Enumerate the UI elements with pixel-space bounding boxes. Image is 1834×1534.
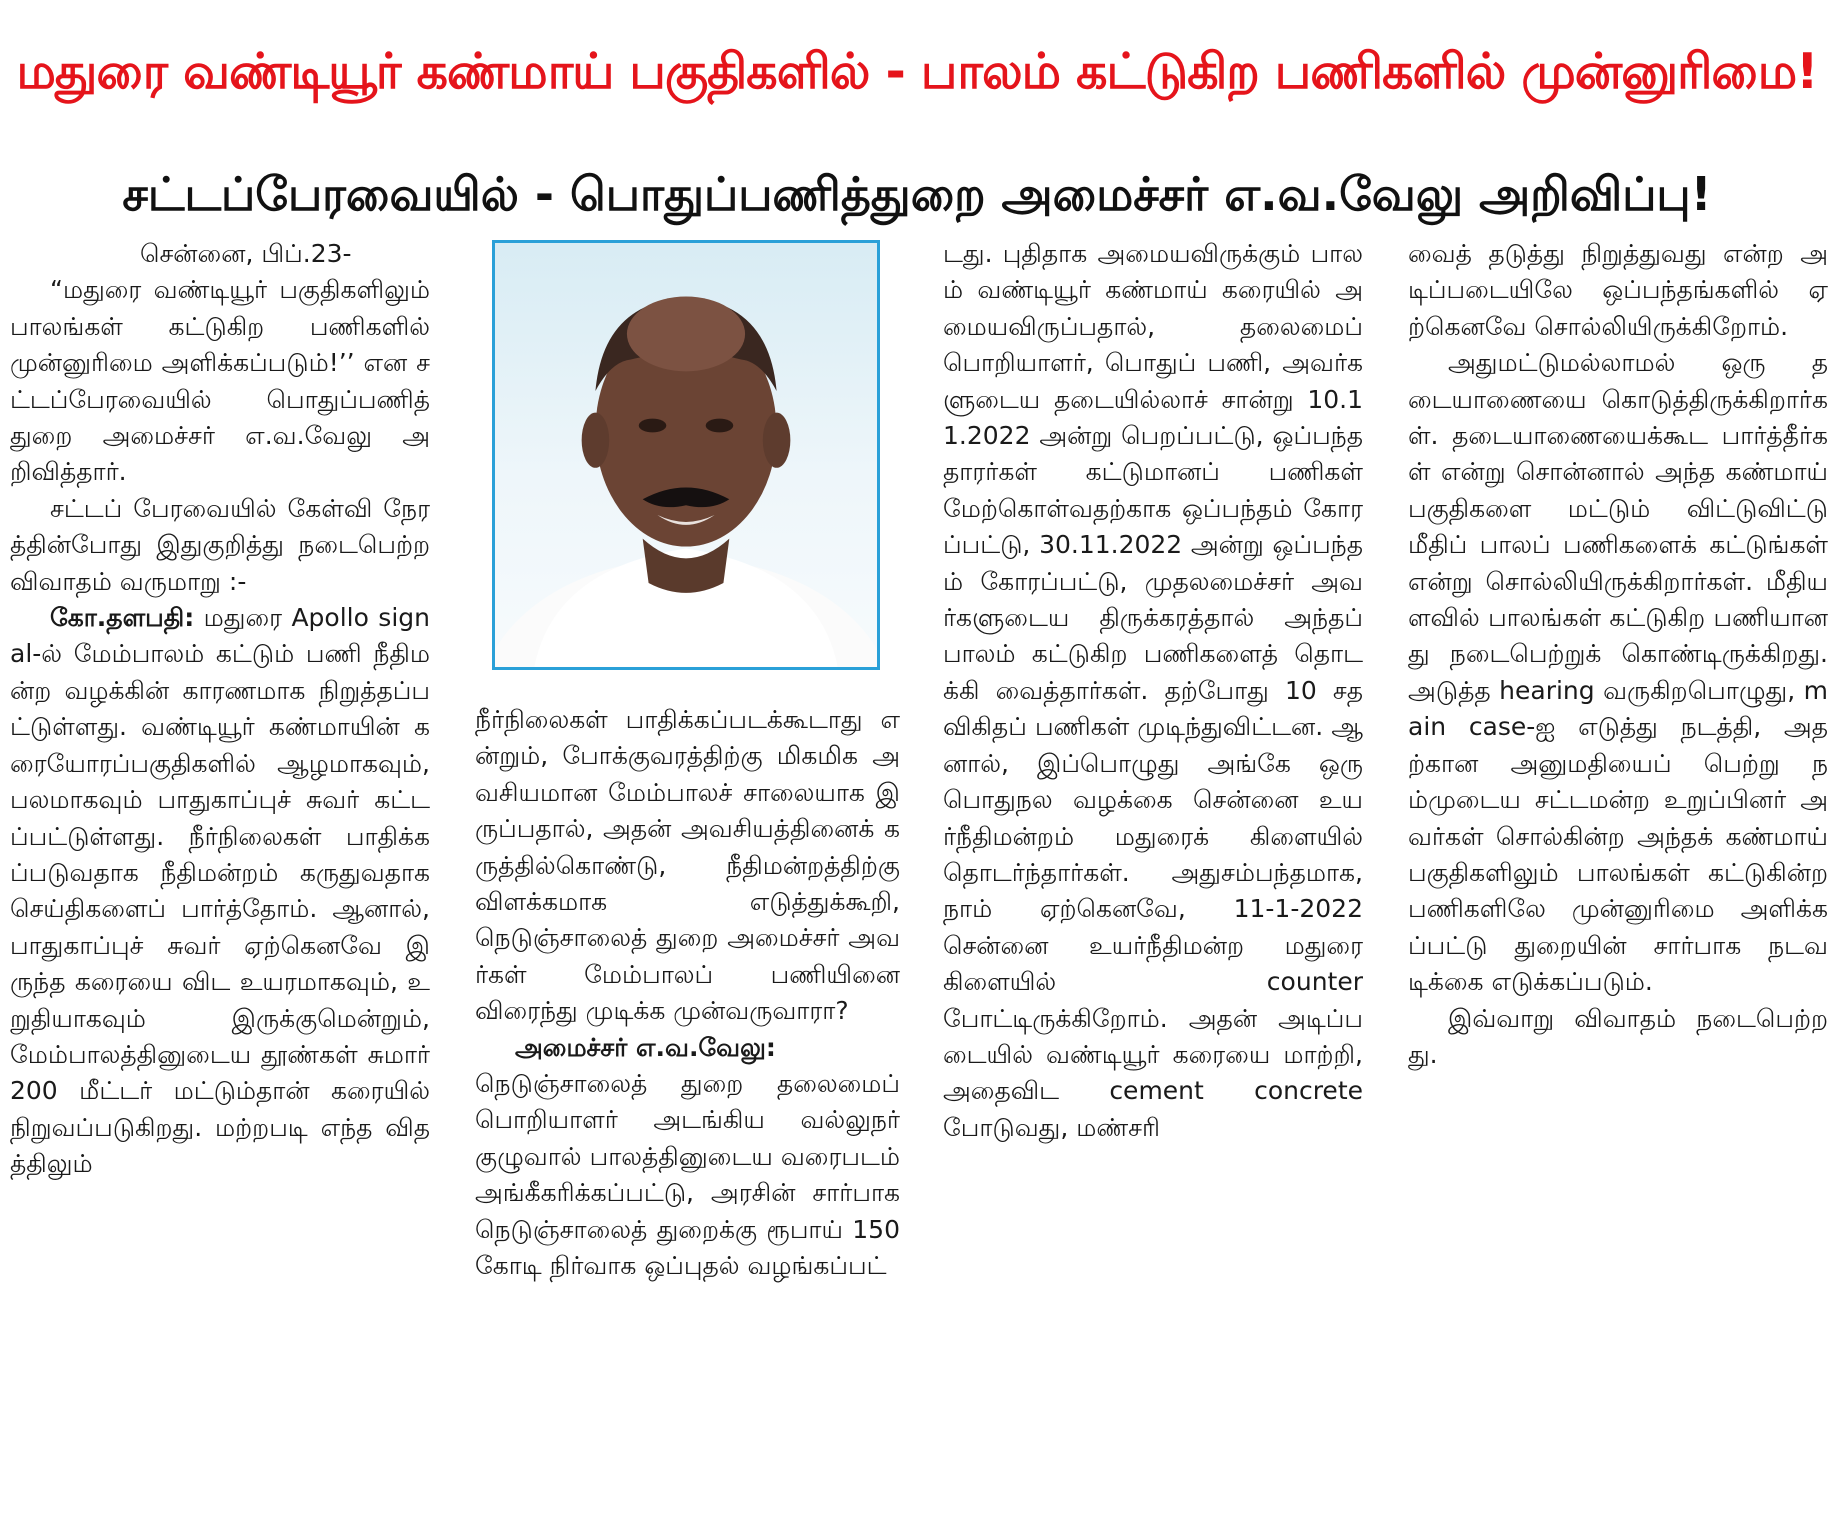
- article-paragraph: டது. புதிதாக அமையவிருக்கும் பாலம் வண்டியூர் கண்மாய் கரையில் அமையவிருப்பதால், தலைமைப் பொறியாளர், பொதுப் பணி, அவர்களுடைய தடையில்லாச் சான்று 10.11.2022 அன்று பெறப்பட்டு, ஒப்பந்ததாரர்கள் கட்டுமானப் பணிகள் மேற்கொள்வதற்காக ஒப்பந்தம் கோரப்பட்டு, 30.11.2022 அன்று ஒப்பந்தம் கோரப்பட்டு, முதலமைச்சர் அவர்களுடைய திருக்கரத்தால் அந்தப் பாலம் கட்டுகிற பணிகளைத் தொடக்கி வைத்தார்கள். தற்போது 10 சதவிகிதப் பணிகள் முடிந்துவிட்டன. ஆனால், இப்பொழுது அங்கே ஒரு பொதுநல வழக்கை சென்னை உயர்நீதிமன்றம் மதுரைக் கிளையில் தொடர்ந்தார்கள். அதுசம்பந்தமாக, நாம் ஏற்கெனவே, 11-1-2022 சென்னை உயர்நீதிமன்ற மதுரை கிளையில் counter போட்டிருக்கிறோம். அதன் அடிப்படையில் வண்டியூர் கரையை மாற்றி, அதைவிட cement concrete போடுவது, மண்சரி: [943, 239, 1363, 1142]
- article-column-1: [10, 236, 430, 1534]
- dateline: சென்னை, பிப்.23-: [140, 239, 352, 268]
- article-paragraph: இவ்வாறு விவாதம் நடைபெற்றது.: [1408, 1003, 1828, 1069]
- article-paragraph: நீர்நிலைகள் பாதிக்கப்படக்கூடாது என்றும், போக்குவரத்திற்கு மிகமிக அவசியமான மேம்பாலச் சாலையாக இருப்பதால், அதன் அவசியத்தினைக் கருத்தில்கொண்டு, நீதிமன்றத்திற்கு விளக்கமாக எடுத்துக்கூறி, நெடுஞ்சாலைத் துறை அமைச்சர் அவர்கள் மேம்பாலப் பணியினை விரைந்து முடிக்க முன்வருவாரா?: [475, 705, 900, 1026]
- article-paragraph: “மதுரை வண்டியூர் பகுதிகளிலும் பாலங்கள் கட்டுகிற பணிகளில் முன்னுரிமை அளிக்கப்படும்!’’ என சட்டப்பேரவையில் பொதுப்பணித் துறை அமைச்சர் எ.வ.வேலு அறிவித்தார்.: [10, 275, 430, 487]
- article-column-4: [1408, 236, 1828, 1534]
- article-paragraph: சட்டப் பேரவையில் கேள்வி நேரத்தின்போது இதுகுறித்து நடைபெற்ற விவாதம் வருமாறு :-: [10, 493, 430, 596]
- headline: மதுரை வண்டியூர் கண்மாய் பகுதிகளில் - பாலம் கட்டுகிற பணிகளில் முன்னுரிமை!: [16, 43, 1818, 100]
- speaker-name: கோ.தளபதி:: [50, 603, 195, 633]
- portrait-photo: [492, 240, 880, 670]
- article-column-2: [475, 702, 900, 1534]
- speaker-text: மதுரை Apollo signal-ல் மேம்பாலம் கட்டும் பணி நீதிமன்ற வழக்கின் காரணமாக நிறுத்தப்பட்டுள்ளது. வண்டியூர் கண்மாயின் கரையோரப்பகுதிகளில் ஆழமாகவும், பலமாகவும் பாதுகாப்புச் சுவர் கட்டப்பட்டுள்ளது. நீர்நிலைகள் பாதிக்கப்படுவதாக நீதிமன்றம் கருதுவதாக செய்திகளைப் பார்த்தோம். ஆனால், பாதுகாப்புச் சுவர் ஏற்கெனவே இருந்த கரையை விட உயரமாகவும், உறுதியாகவும் இருக்குமென்றும், மேம்பாலத்தினுடைய தூண்கள் சுமார் 200 மீட்டர் மட்டும்தான் கரையில் நிறுவப்படுகிறது. மற்றபடி எந்த விதத்திலும்: [10, 603, 430, 1179]
- speaker-name: அமைச்சர் எ.வ.வேலு:: [515, 1032, 776, 1062]
- article-paragraph: வைத் தடுத்து நிறுத்துவது என்ற அடிப்படையிலே ஒப்பந்தங்களில் ஏற்கெனவே சொல்லியிருக்கிறோம்.: [1408, 239, 1828, 341]
- portrait-photo-icon: [495, 243, 877, 667]
- article-column-3: [943, 236, 1363, 1534]
- subheadline: சட்டப்பேரவையில் - பொதுப்பணித்துறை அமைச்சர் எ.வ.வேலு அறிவிப்பு!: [122, 167, 1712, 221]
- article-paragraph: அதுமட்டுமல்லாமல் ஒரு தடையாணையை கொடுத்திருக்கிறார்கள். தடையாணையைக்கூட பார்த்தீர்கள் என்று சொன்னால் அந்த கண்மாய் பகுதிகளை மட்டும் விட்டுவிட்டு மீதிப் பாலப் பணிகளைக் கட்டுங்கள் என்று சொல்லியிருக்கிறார்கள். மீதியளவில் பாலங்கள் கட்டுகிற பணியானது நடைபெற்றுக் கொண்டிருக்கிறது. அடுத்த hearing வருகிறபொழுது, main case-ஐ எடுத்து நடத்தி, அதற்கான அனுமதியைப் பெற்று நம்முடைய சட்டமன்ற உறுப்பினர் அவர்கள் சொல்கின்ற அந்தக் கண்மாய் பகுதிகளிலும் பாலங்கள் கட்டுகின்ற பணிகளிலே முன்னுரிமை அளிக்கப்பட்டு துறையின் சார்பாக நடவடிக்கை எடுக்கப்படும்.: [1408, 348, 1828, 997]
- article-paragraph: நெடுஞ்சாலைத் துறை தலைமைப் பொறியாளர் அடங்கிய வல்லுநர் குழுவால் பாலத்தினுடைய வரைபடம் அங்கீகரிக்கப்பட்டு, அரசின் சார்பாக நெடுஞ்சாலைத் துறைக்கு ரூபாய் 150 கோடி நிர்வாக ஒப்புதல் வழங்கப்பட்: [475, 1069, 900, 1281]
- article-paragraph: [10, 600, 430, 1183]
